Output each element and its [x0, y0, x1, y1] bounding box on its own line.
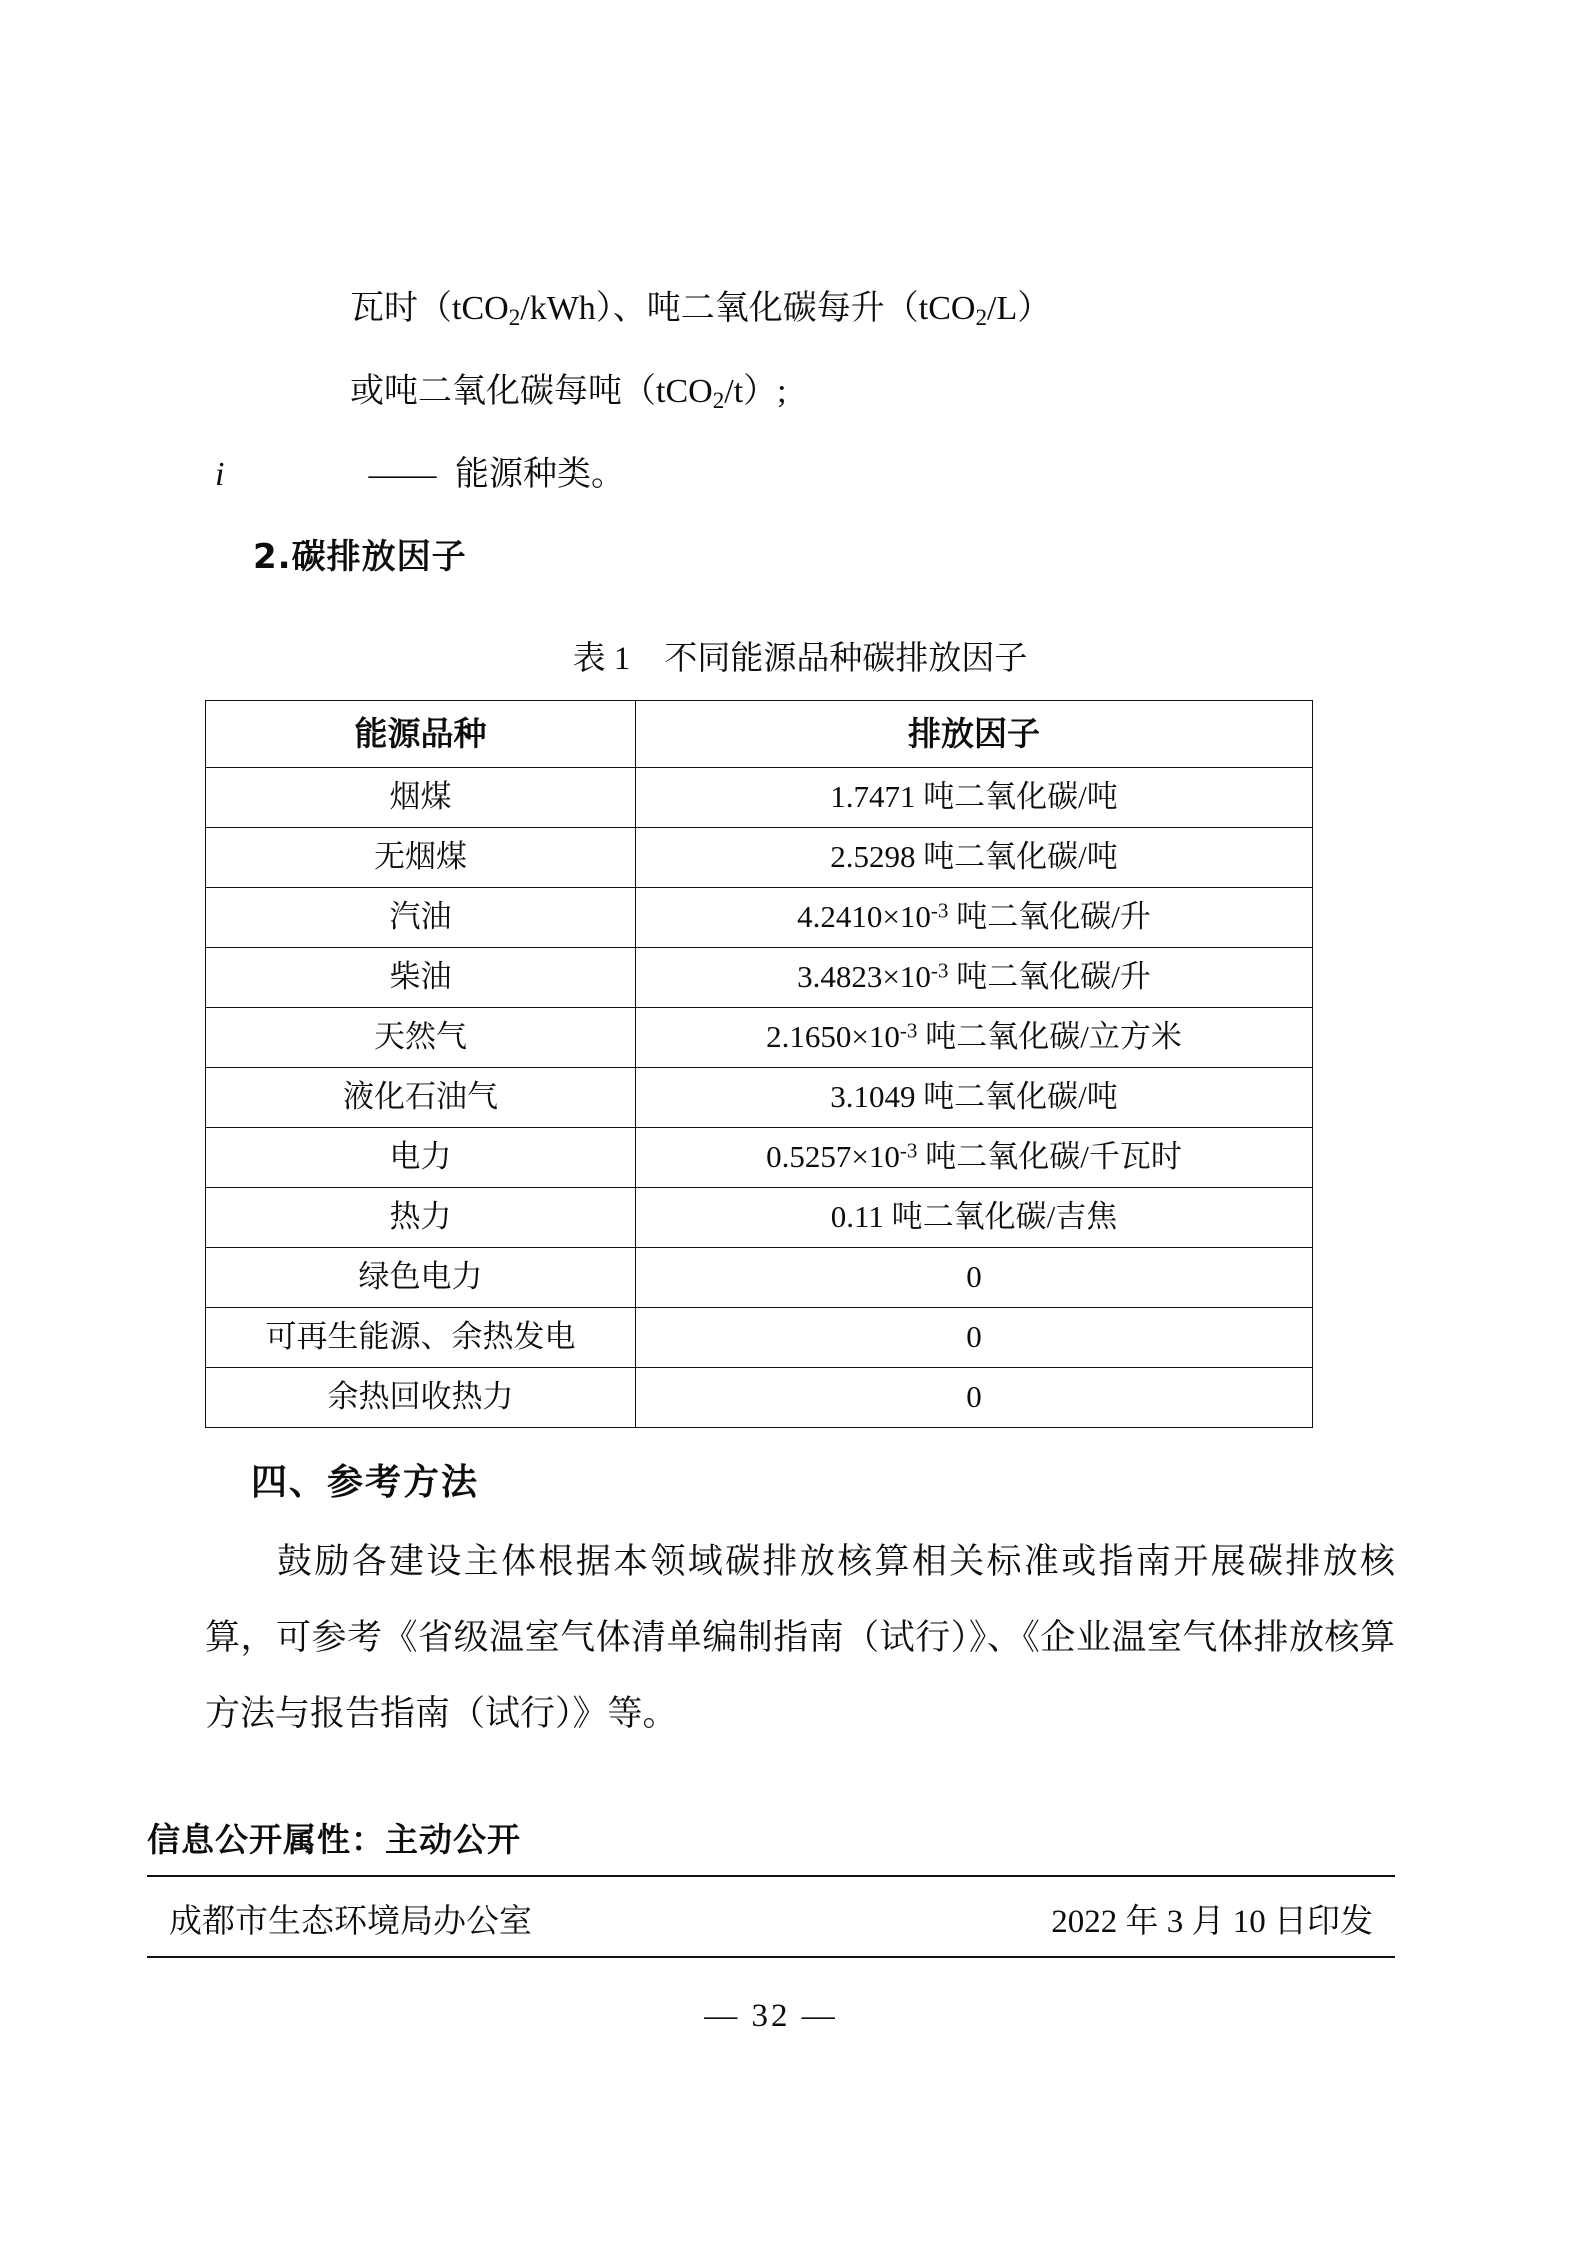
symbol-i: i — [215, 455, 225, 493]
definition-symbol-row — [205, 438, 1395, 512]
cell-energy-name: 可再生能源、余热发电 — [206, 1307, 636, 1367]
table-row — [206, 1067, 1313, 1127]
cell-emission-factor: 1.7471 吨二氧化碳/吨 — [636, 767, 1313, 827]
divider-bottom — [147, 1956, 1395, 1958]
table-row — [206, 827, 1313, 887]
table-row — [206, 947, 1313, 1007]
cell-energy-name: 液化石油气 — [206, 1067, 636, 1127]
footer-row — [147, 1895, 1395, 1942]
cell-energy-name: 天然气 — [206, 1007, 636, 1067]
table-header-energy-type: 能源品种 — [206, 700, 636, 767]
definition-line-1: 瓦时（tCO$_2$/kWh）、吨二氧化碳每升（tCO$_2$/L） — [350, 290, 1052, 331]
cell-energy-name: 烟煤 — [206, 767, 636, 827]
table-header-emission-factor: 排放因子 — [636, 700, 1313, 767]
footer-issuer: 成都市生态环境局办公室 — [169, 1903, 532, 1940]
symbol-meaning: 能源种类。 — [455, 455, 625, 493]
cell-emission-factor: 0 — [636, 1367, 1313, 1427]
divider-top — [147, 1875, 1395, 1877]
cell-emission-factor: 2.5298 吨二氧化碳/吨 — [636, 827, 1313, 887]
emission-factor-table — [205, 700, 1313, 1428]
cell-energy-name: 绿色电力 — [206, 1247, 636, 1307]
cell-emission-factor: $3.4823\times 10^{-3}$ 吨二氧化碳/升 — [636, 947, 1313, 1007]
cell-energy-name: 余热回收热力 — [206, 1367, 636, 1427]
body-paragraph: 鼓励各建设主体根据本领域碳排放核算相关标准或指南开展碳排放核算，可参考《省级温室气体清单编制指南（试行）》、《企业温室气体排放核算方法与报告指南（试行）》等。 — [205, 1541, 1395, 1733]
table-row — [206, 1187, 1313, 1247]
table-caption — [205, 624, 1395, 694]
heading-reference-method: 四、参考方法 — [251, 1461, 480, 1503]
cell-emission-factor: 0 — [636, 1247, 1313, 1307]
table-header-row — [206, 700, 1313, 767]
footer-date: 2022 年 3 月 10 日印发 — [1051, 1903, 1373, 1940]
table-caption-text: 不同能源品种碳排放因子 — [664, 640, 1028, 677]
page-content — [147, 0, 1395, 2035]
cell-energy-name: 无烟煤 — [206, 827, 636, 887]
cell-emission-factor: $0.5257\times 10^{-3}$ 吨二氧化碳/千瓦时 — [636, 1127, 1313, 1187]
cell-energy-name: 电力 — [206, 1127, 636, 1187]
section-title-carbon-factor: 2.碳排放因子 — [253, 536, 467, 577]
em-dash: —— — [368, 455, 437, 493]
cell-energy-name: 热力 — [206, 1187, 636, 1247]
definition-line-2: 或吨二氧化碳每吨（tCO$_2$/t）; — [350, 372, 787, 414]
cell-energy-name: 柴油 — [206, 947, 636, 1007]
table-row — [206, 1307, 1313, 1367]
table-caption-label: 表 1 — [572, 640, 631, 677]
disclosure-attribute: 信息公开属性：主动公开 — [147, 1819, 521, 1859]
table-row — [206, 1247, 1313, 1307]
cell-emission-factor: 0.11 吨二氧化碳/吉焦 — [636, 1187, 1313, 1247]
table-row — [206, 1367, 1313, 1427]
cell-emission-factor: 3.1049 吨二氧化碳/吨 — [636, 1067, 1313, 1127]
cell-emission-factor: $2.1650\times 10^{-3}$ 吨二氧化碳/立方米 — [636, 1007, 1313, 1067]
table-row — [206, 1007, 1313, 1067]
cell-energy-name: 汽油 — [206, 887, 636, 947]
table-row — [206, 1127, 1313, 1187]
cell-emission-factor: $4.2410\times 10^{-3}$ 吨二氧化碳/升 — [636, 887, 1313, 947]
page-number: — 32 — — [704, 1997, 838, 2034]
table-row — [206, 887, 1313, 947]
table-row — [206, 767, 1313, 827]
cell-emission-factor: 0 — [636, 1307, 1313, 1367]
